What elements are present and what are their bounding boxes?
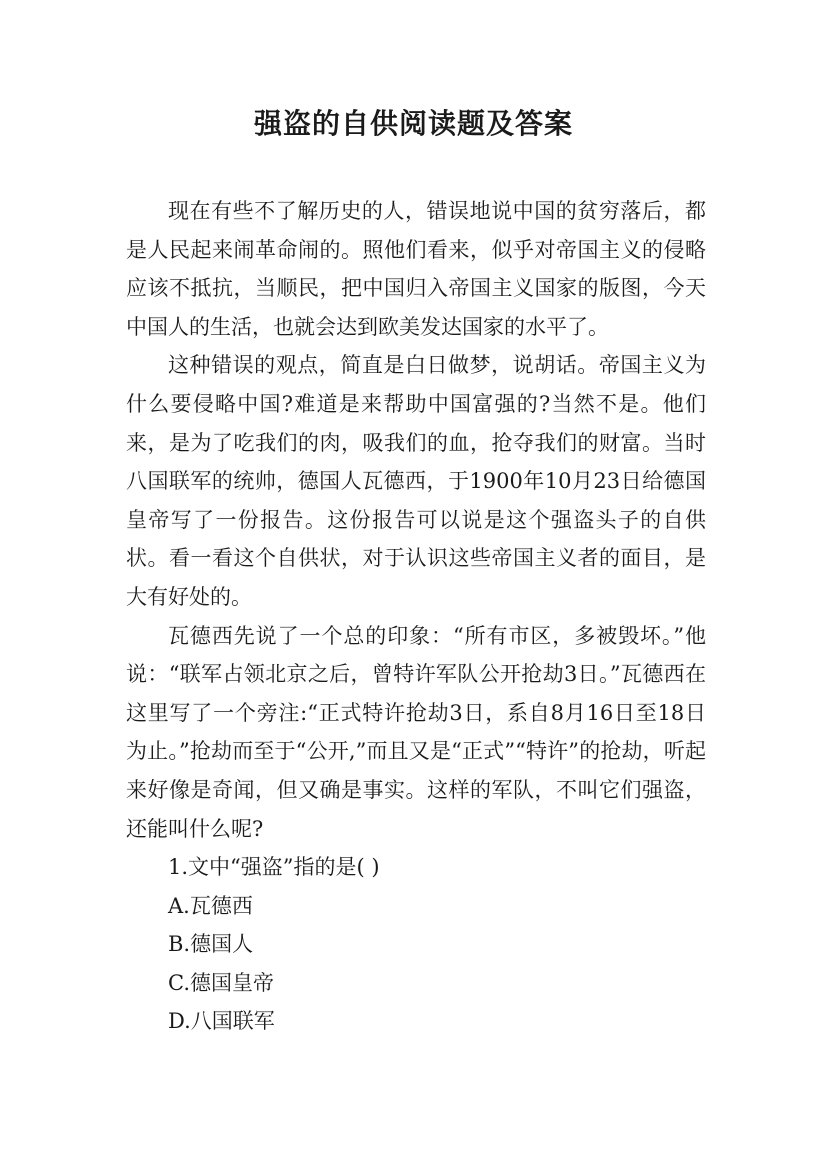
option-c: C.德国皇帝 bbox=[168, 970, 274, 995]
paragraph-3: 瓦德西先说了一个总的印象：“所有市区，多被毁坏。”他说：“联军占领北京之后，曾特许军队公开抢劫3日。”瓦德西在这里写了一个旁注:“正式特许抢劫3日，系自8月16日至18日为止。”抢劫而至于“公开,”而且又是“正式”“特许”的抢劫，听起来好像是奇闻，但又确是事实。这样的军队，不叫它们强盗，还能叫什么呢? bbox=[126, 623, 706, 841]
paragraph-2: 这种错误的观点，简直是白日做梦，说胡话。帝国主义为什么要侵略中国?难道是来帮助中国富强的?当然不是。他们来，是为了吃我们的肉，吸我们的血，抢夺我们的财富。当时八国联军的统帅，德国人瓦德西，于1900年10月23日给德国皇帝写了一份报告。这份报告可以说是这个强盗头子的自供状。看一看这个自供状，对于认识这些帝国主义者的面目，是大有好处的。 bbox=[126, 353, 706, 609]
option-d: D.八国联军 bbox=[168, 1009, 275, 1034]
paragraph-1: 现在有些不了解历史的人，错误地说中国的贫穷落后，都是人民起来闹革命闹的。照他们看来，似乎对帝国主义的侵略应该不抵抗，当顺民，把中国归入帝国主义国家的版图，今天中国人的生活，也就会达到欧美发达国家的水平了。 bbox=[126, 199, 706, 339]
option-b: B.德国人 bbox=[168, 932, 254, 957]
option-a: A.瓦德西 bbox=[168, 893, 253, 918]
question-1: 1.文中“强盗”指的是( ) bbox=[168, 855, 380, 880]
document-body bbox=[126, 192, 706, 1041]
document-title: 强盗的自供阅读题及答案 bbox=[253, 107, 573, 140]
